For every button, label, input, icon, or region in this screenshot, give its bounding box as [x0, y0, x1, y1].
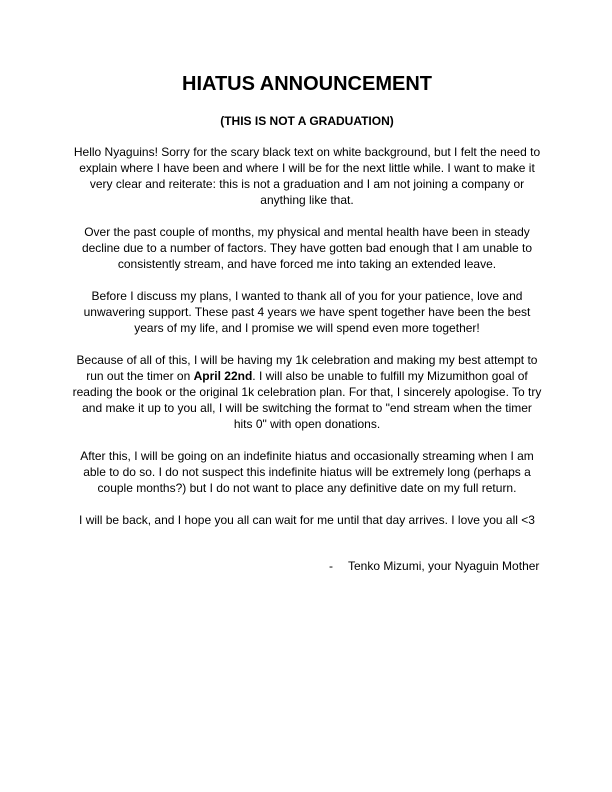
paragraph-hiatus: After this, I will be going on an indefinite hiatus and occasionally streaming when I am able to do so. I do not suspect this indefinite hiatus will be extremely long (perhaps a couple months?) but I do not want to place any definitive date on my full return.	[80, 449, 534, 495]
paragraph-celebration-part2: . I will also be unable to fulfill my Mizumithon goal of reading the book or the original 1k celebration plan. For that, I sincerely apologise. To try and make it up to you all, I will be switching the format to "end stream when the timer hits 0" with open donations.	[72, 369, 542, 431]
paragraph-greeting: Hello Nyaguins! Sorry for the scary black text on white background, but I felt the need to explain where I have been and where I will be for the next little while. I want to make it very clear and reiterate: this is not a graduation and I am not joining a company or anything like that.	[73, 145, 541, 207]
paragraph-celebration	[72, 352, 542, 432]
paragraph-thanks: Before I discuss my plans, I wanted to thank all of you for your patience, love and unwavering support. These past 4 years we have spent together have been the best years of my life, and I promise we will spend even more together!	[83, 289, 531, 335]
paragraph-closing: I will be back, and I hope you all can wait for me until that day arrives. I love you all <3	[79, 513, 535, 527]
document-page	[72, 72, 542, 528]
celebration-date: April 22nd	[193, 369, 253, 383]
paragraph-celebration-part1: Because of all of this, I will be having my 1k celebration and making my best attempt to run out the timer on	[76, 353, 538, 383]
signature-text: Tenko Mizumi, your Nyaguin Mother	[348, 559, 540, 573]
signature-dash: -	[329, 559, 333, 573]
page-title: HIATUS ANNOUNCEMENT	[182, 73, 432, 95]
page-subtitle: (THIS IS NOT A GRADUATION)	[220, 114, 394, 128]
signature	[329, 559, 539, 574]
paragraph-health: Over the past couple of months, my physical and mental health have been in steady decline due to a number of factors. They have gotten bad enough that I am unable to consistently stream, and have forced me into taking an extended leave.	[81, 225, 533, 271]
